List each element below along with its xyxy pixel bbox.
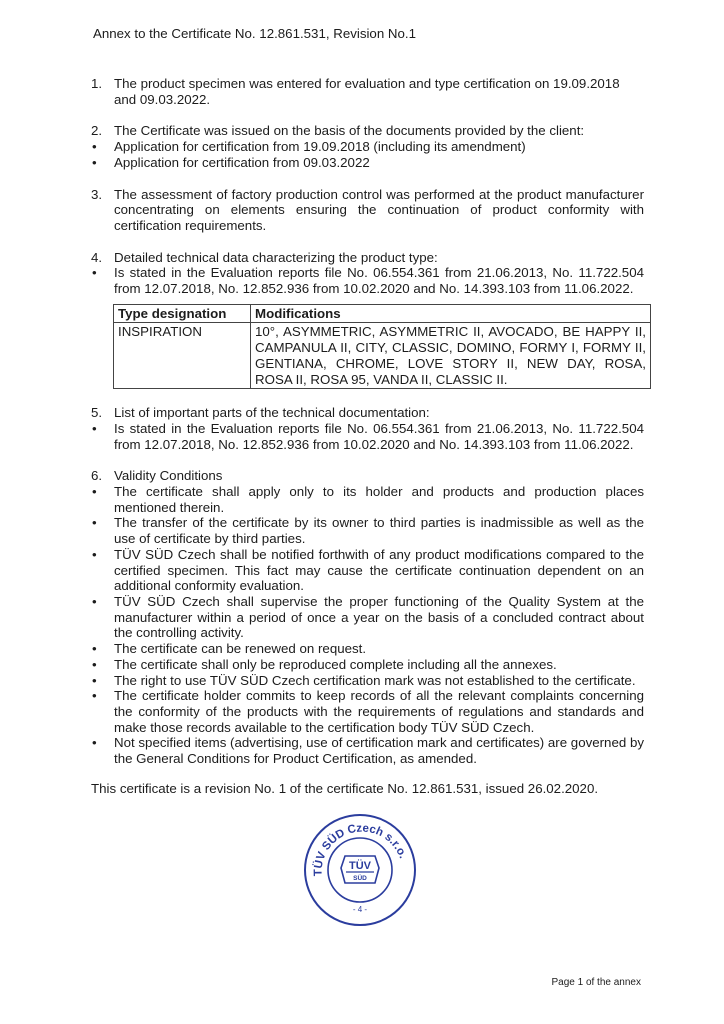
section-6-number: 6. xyxy=(91,468,103,484)
closing-statement: This certificate is a revision No. 1 of the certificate No. 12.861.531, issued 26.02.2020. xyxy=(91,780,599,796)
type-designation-table xyxy=(113,304,651,390)
list-item: • Is stated in the Evaluation reports file No. 06.554.361 from 21.06.2013, No. 11.722.504 from 12.07.2018, No. 12.852.936 from 10.02.2020 and No. 14.393.103 from 11.06.2022. xyxy=(92,420,644,452)
section-3 xyxy=(91,187,644,234)
bullet-icon: • xyxy=(92,484,97,500)
section-3-number: 3. xyxy=(91,186,103,202)
bullet-icon: • xyxy=(92,735,97,751)
bullet-icon: • xyxy=(92,656,97,672)
section-2-text: The Certificate was issued on the basis of the documents provided by the client: xyxy=(114,123,585,139)
list-item: • Application for certification from 09.03.2022 xyxy=(92,154,370,170)
section-1 xyxy=(91,76,644,107)
section-5 xyxy=(91,405,644,421)
bullet-icon: • xyxy=(92,672,97,688)
list-item: • TÜV SÜD Czech shall be notified forthwith of any product modifications compared to the certified specimen. This fact may cause the certificate continuation dependent on an additional conformity evaluation. xyxy=(92,546,644,594)
list-item: • The certificate shall only be reproduced complete including all the annexes. xyxy=(92,656,557,672)
section-5-text: List of important parts of the technical documentation: xyxy=(114,405,430,421)
section-6-text: Validity Conditions xyxy=(114,468,223,484)
bullet-icon: • xyxy=(92,515,97,531)
bullet-icon: • xyxy=(92,265,97,281)
bullet-icon: • xyxy=(92,688,97,704)
bullet-icon: • xyxy=(92,420,97,436)
section-4-text: Detailed technical data characterizing the product type: xyxy=(114,249,438,265)
bullet-icon: • xyxy=(92,593,97,609)
page-footer: Page 1 of the annex xyxy=(551,977,641,988)
list-item: • The certificate can be renewed on request. xyxy=(92,641,367,657)
table-header-type: Type designation xyxy=(114,304,251,323)
section-5-number: 5. xyxy=(91,405,103,421)
section-2-number: 2. xyxy=(91,123,103,139)
list-item: • The transfer of the certificate by its owner to third parties is inadmissible as well as the use of certificate by third parties. xyxy=(92,515,644,547)
svg-text:TÜV: TÜV xyxy=(349,860,371,872)
section-1-text: The product specimen was entered for evaluation and type certification on 19.09.2018 and 09.03.2022. xyxy=(114,76,620,107)
table-cell-modifications: 10°, ASYMMETRIC, ASYMMETRIC II, AVOCADO, BE HAPPY II, CAMPANULA II, CITY, CLASSIC, DOMINO, FORMY I, FORMY II, GENTIANA, CHROME, LOVE STORY II, NEW DAY, ROSA, ROSA II, ROSA 95, VANDA II, CLASSIC II. xyxy=(251,323,651,389)
bullet-icon: • xyxy=(92,154,97,170)
list-item: • The right to use TÜV SÜD Czech certification mark was not established to the certificate. xyxy=(92,672,636,688)
bullet-icon: • xyxy=(92,139,97,155)
list-item: • Application for certification from 19.09.2018 (including its amendment) xyxy=(92,139,526,155)
document-header: Annex to the Certificate No. 12.861.531, Revision No.1 xyxy=(93,26,417,41)
section-1-number: 1. xyxy=(91,76,103,91)
svg-text:SÜD: SÜD xyxy=(353,875,367,882)
section-4 xyxy=(91,250,644,266)
stamp-ring-text: TÜV SÜD Czech s.r.o. xyxy=(312,822,409,877)
section-6 xyxy=(91,468,644,484)
bullet-icon: • xyxy=(92,641,97,657)
section-3-text: The assessment of factory production control was performed at the product manufacturer concentrating on elements ensuring the continuation of product conformity with certification requirements. xyxy=(114,186,644,233)
table-header-modifications: Modifications xyxy=(251,304,651,323)
table-row xyxy=(114,323,651,389)
section-2 xyxy=(91,123,644,139)
list-item: • Is stated in the Evaluation reports file No. 06.554.361 from 21.06.2013, No. 11.722.504 from 12.07.2018, No. 12.852.936 from 10.02.2020 and No. 14.393.103 from 11.06.2022. xyxy=(92,265,644,297)
list-item: • The certificate shall apply only to its holder and products and production places mentioned therein. xyxy=(92,484,644,515)
list-item: • The certificate holder commits to keep records of all the relevant complaints concerning the conformity of the products with the requirements of regulations and standards and make those records available to the certification body TÜV SÜD Czech. xyxy=(92,688,644,735)
bullet-icon: • xyxy=(92,546,97,562)
tuv-logo-icon xyxy=(341,856,379,883)
list-item: • TÜV SÜD Czech shall supervise the proper functioning of the Quality System at the manufacturer within a period of once a year on the basis of a concluded contract about the controlling activity. xyxy=(92,593,644,641)
list-item: • Not specified items (advertising, use of certification mark and certificates) are governed by the General Conditions for Product Certification, as amended. xyxy=(92,735,644,767)
table-header-row xyxy=(114,304,651,323)
table-cell-type: INSPIRATION xyxy=(114,323,251,389)
stamp-number: - 4 - xyxy=(352,905,368,914)
document-body xyxy=(91,76,644,796)
tuv-sud-stamp xyxy=(302,812,418,928)
section-4-number: 4. xyxy=(91,249,103,265)
